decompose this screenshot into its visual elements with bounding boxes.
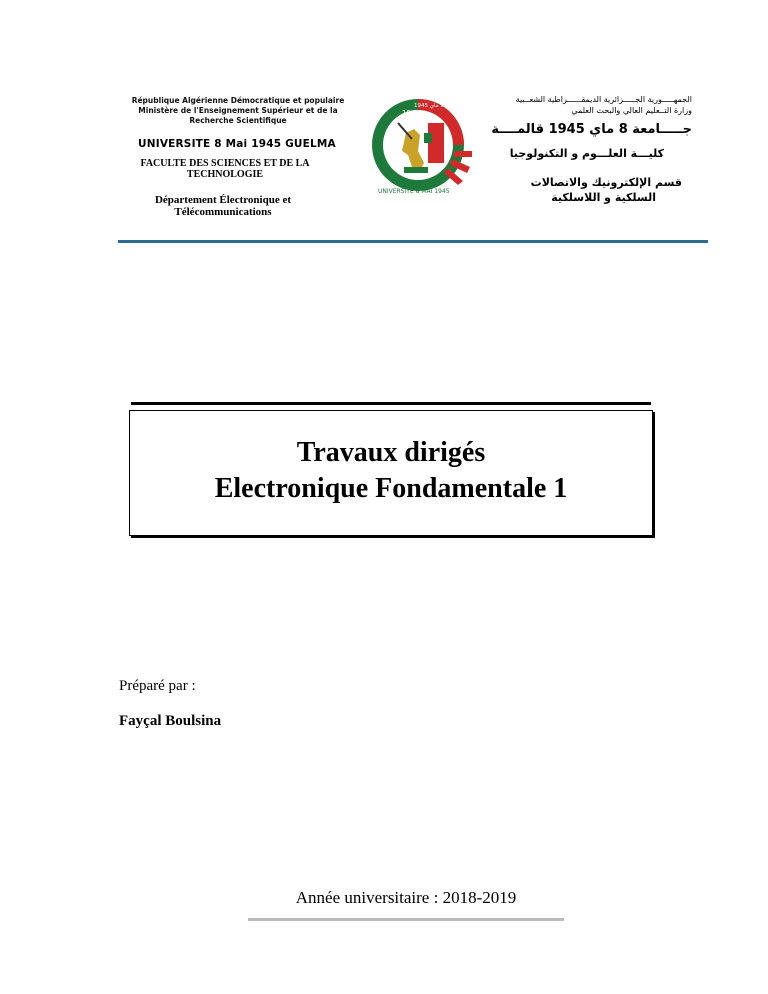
header-left-block: [118, 96, 358, 218]
header-divider: [118, 240, 708, 243]
arabic-department-name-2: السلكية و اللاسلكية: [551, 191, 656, 204]
department-line: Télécommunications: [174, 206, 272, 218]
gov-line: Recherche Scientifique: [189, 116, 287, 125]
logo-arabic-text: جامعة 8 ماي 1945: [414, 103, 460, 109]
arabic-gov-line: الجمهـــــورية الجـــــزائرية الديمقــــــراطية الشعــبية: [515, 95, 692, 104]
author-name: Fayçal Boulsina: [119, 713, 222, 729]
gov-line: Ministère de l'Enseignement Supérieur et de la: [138, 106, 338, 115]
footer-divider: [248, 918, 564, 921]
academic-year: Année universitaire : 2018-2019: [295, 888, 517, 907]
title-box: [129, 410, 653, 536]
department-line: Département Électronique et: [154, 194, 292, 206]
arabic-ministry-line: وزارة التــعليم العالي والبحث العلمي: [571, 106, 692, 115]
logo-year: 1945: [402, 109, 420, 117]
document-title: Travaux dirigés: [296, 437, 486, 468]
gov-line: République Algérienne Démocratique et populaire: [131, 96, 345, 105]
prepared-by-label: Préparé par :: [119, 678, 196, 694]
arabic-department-name: قسم الإلكترونيك والاتصالات: [530, 176, 682, 189]
faculty-name: [118, 158, 358, 180]
header-right-block: [480, 94, 692, 205]
logo-ring-text: UNIVERSITE 8 MAI 1945: [378, 188, 450, 195]
university-logo-icon: [368, 93, 472, 197]
document-subtitle: Electronique Fondamentale 1: [214, 473, 568, 504]
department-name: [118, 194, 358, 218]
faculty-line: TECHNOLOGIE: [186, 169, 264, 180]
university-name: UNIVERSITE 8 Mai 1945 GUELMA: [138, 138, 336, 150]
title-top-rule: [131, 402, 651, 405]
government-text: [118, 96, 358, 126]
arabic-faculty-name: كليـــة العلـــوم و التكنولوجيا: [509, 147, 664, 160]
faculty-line: FACULTE DES SCIENCES ET DE LA: [140, 158, 310, 169]
arabic-university-name: جـــــامعة 8 ماي 1945 قالمــــة: [491, 122, 692, 137]
